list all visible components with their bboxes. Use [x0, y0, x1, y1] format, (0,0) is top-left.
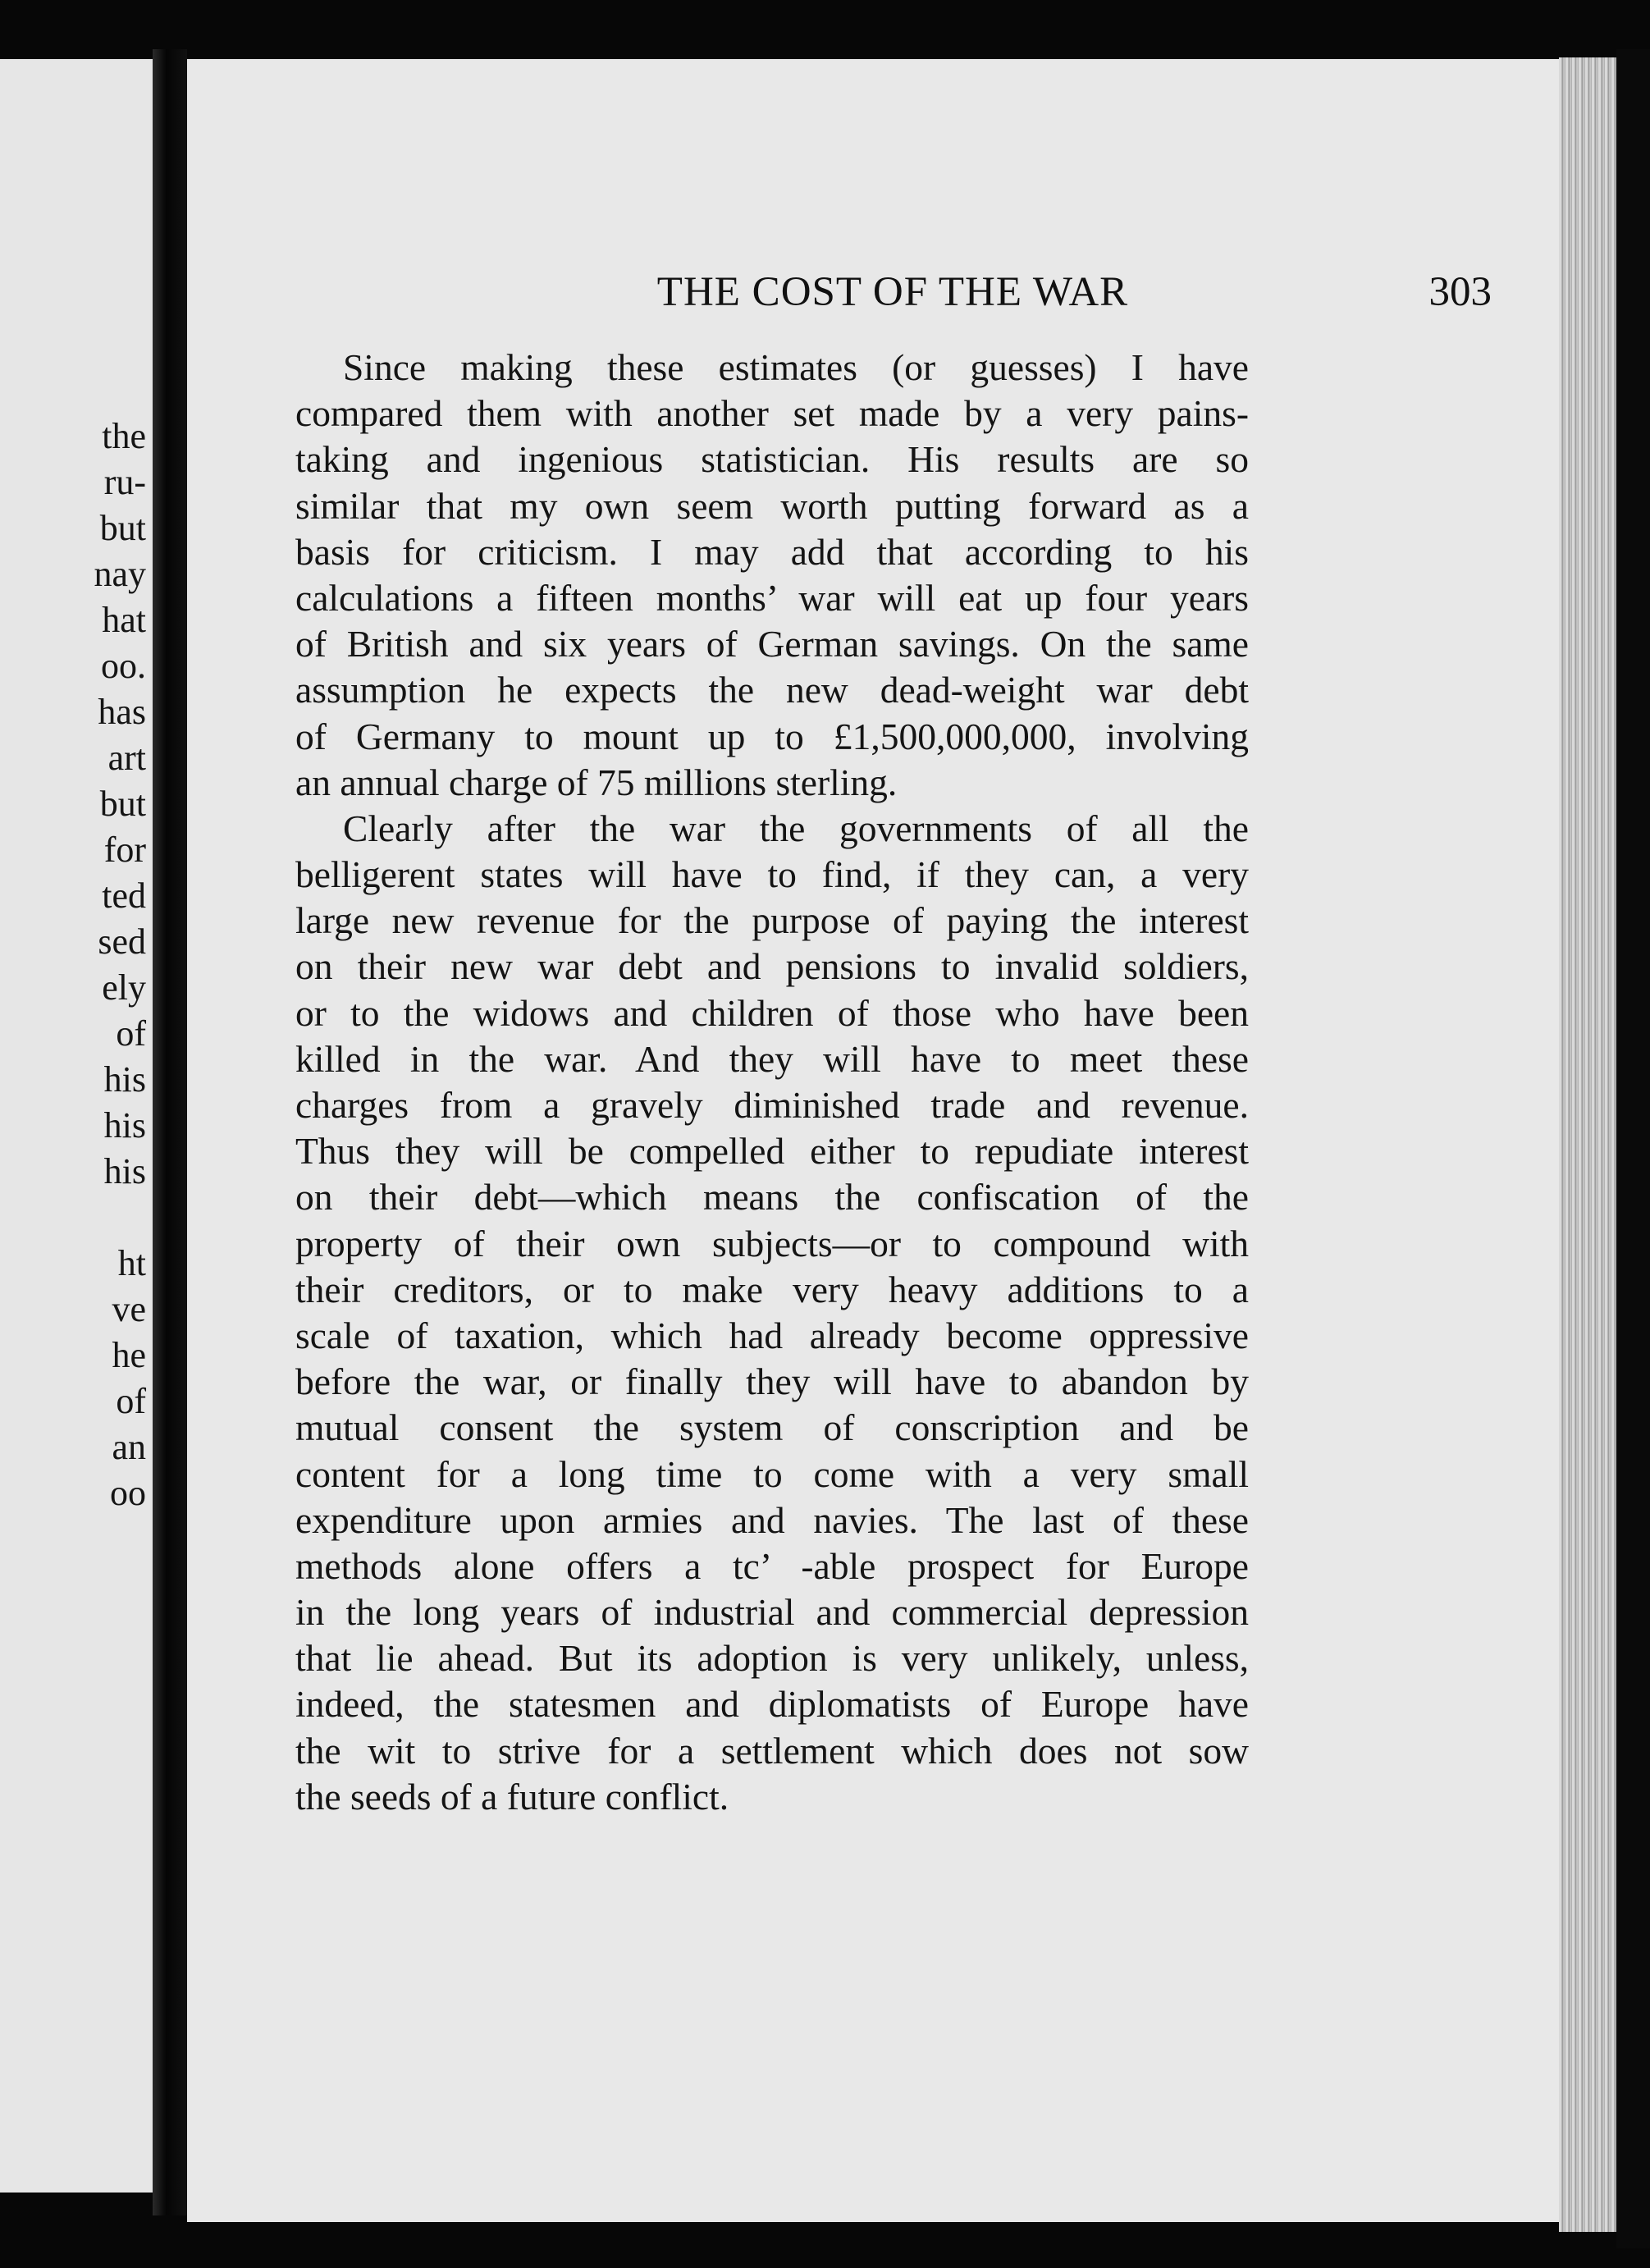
text-line: or to the widows and children of those who have been: [295, 991, 1249, 1034]
running-title: THE COST OF THE WAR: [656, 269, 1129, 315]
text-line: similar that my own seem worth putting forward as a: [295, 484, 1249, 527]
text-line: the wit to strive for a settlement which does not sow: [295, 1729, 1249, 1772]
left-page-fragment: ely: [102, 967, 146, 1008]
text-line: methods alone offers a tc’ ‑able prospect for Europe: [295, 1544, 1249, 1587]
text-line: before the war, or finally they will have to abandon by: [295, 1360, 1249, 1403]
left-page-fragment: hat: [102, 600, 146, 640]
left-page-fragment: but: [99, 784, 146, 824]
left-page-fragment: his: [103, 1059, 146, 1100]
text-line: belligerent states will have to find, if they can, a very: [295, 853, 1249, 896]
text-line: that lie ahead. But its adoption is very unlikely, unless,: [295, 1637, 1249, 1680]
left-page-fragment: he: [112, 1335, 146, 1375]
left-page-fragment: an: [112, 1427, 146, 1467]
text-line: in the long years of industrial and commercial depression: [295, 1591, 1249, 1634]
left-page-fragment: ted: [102, 876, 146, 916]
text-line: property of their own subjects—or to compound with: [295, 1222, 1249, 1264]
text-line: on their debt—which means the confiscation of the: [295, 1176, 1249, 1219]
text-line: charges from a gravely diminished trade and revenue.: [295, 1084, 1249, 1126]
text-line: calculations a fifteen months’ war will eat up four years: [295, 576, 1249, 619]
left-page-fragment: of: [116, 1013, 146, 1054]
running-head: [532, 268, 1492, 334]
left-page-fragment: art: [107, 738, 146, 778]
left-page-fragment: his: [103, 1151, 146, 1191]
text-line: an annual charge of 75 millions sterling.: [295, 761, 898, 803]
text-line: their creditors, or to make very heavy additions to a: [295, 1268, 1249, 1310]
text-line: scale of taxation, which had already become oppressive: [295, 1314, 1249, 1356]
left-page-fragment: has: [98, 692, 146, 732]
left-page-fragment: his: [103, 1105, 146, 1145]
book-gutter: [153, 49, 187, 2215]
text-line: of British and six years of German savings. On the same: [295, 623, 1249, 665]
text-line: compared them with another set made by a very pains-: [295, 392, 1249, 435]
text-line: content for a long time to come with a very small: [295, 1452, 1249, 1495]
left-page-fragment: nay: [94, 554, 146, 594]
left-page-fragment: for: [103, 830, 146, 870]
text-line: large new revenue for the purpose of paying the interest: [295, 899, 1249, 942]
previous-page-fragment: [0, 59, 153, 2193]
left-page-fragment: ve: [112, 1289, 146, 1329]
page-block-edge: [1559, 57, 1616, 2232]
page-number: 303: [1428, 269, 1492, 315]
text-line: expenditure upon armies and navies. The last of these: [295, 1498, 1249, 1541]
text-line: Thus they will be compelled either to repudiate interest: [295, 1130, 1249, 1173]
left-page-fragment: oo: [110, 1473, 146, 1513]
left-page-fragment: ru-: [103, 462, 146, 502]
text-line: taking and ingenious statistician. His results are so: [295, 438, 1249, 481]
text-line: of Germany to mount up to £1,500,000,000, involving: [295, 715, 1249, 757]
text-line: indeed, the statesmen and diplomatists of Europe have: [295, 1683, 1249, 1726]
left-page-fragment: sed: [98, 921, 146, 962]
left-page-fragment: ht: [117, 1243, 146, 1283]
page-edge-shadow: [1616, 49, 1650, 2248]
text-line: the seeds of a future conflict.: [295, 1775, 729, 1818]
left-page-fragment: of: [116, 1381, 146, 1421]
text-line: killed in the war. And they will have to meet these: [295, 1037, 1249, 1080]
text-line: assumption he expects the new dead-weight war debt: [295, 669, 1249, 711]
text-line: Clearly after the war the governments of all the: [343, 807, 1249, 849]
left-page-fragment: the: [102, 416, 146, 456]
left-page-fragment: but: [99, 508, 146, 548]
text-line: basis for criticism. I may add that according to his: [295, 530, 1249, 573]
text-line: Since making these estimates (or guesses) I have: [343, 346, 1249, 388]
body-text: [295, 345, 1249, 1820]
text-line: mutual consent the system of conscription and be: [295, 1406, 1249, 1449]
text-line: on their new war debt and pensions to invalid soldiers,: [295, 945, 1249, 988]
left-page-fragment: oo.: [101, 646, 146, 686]
book-page: [187, 59, 1567, 2222]
